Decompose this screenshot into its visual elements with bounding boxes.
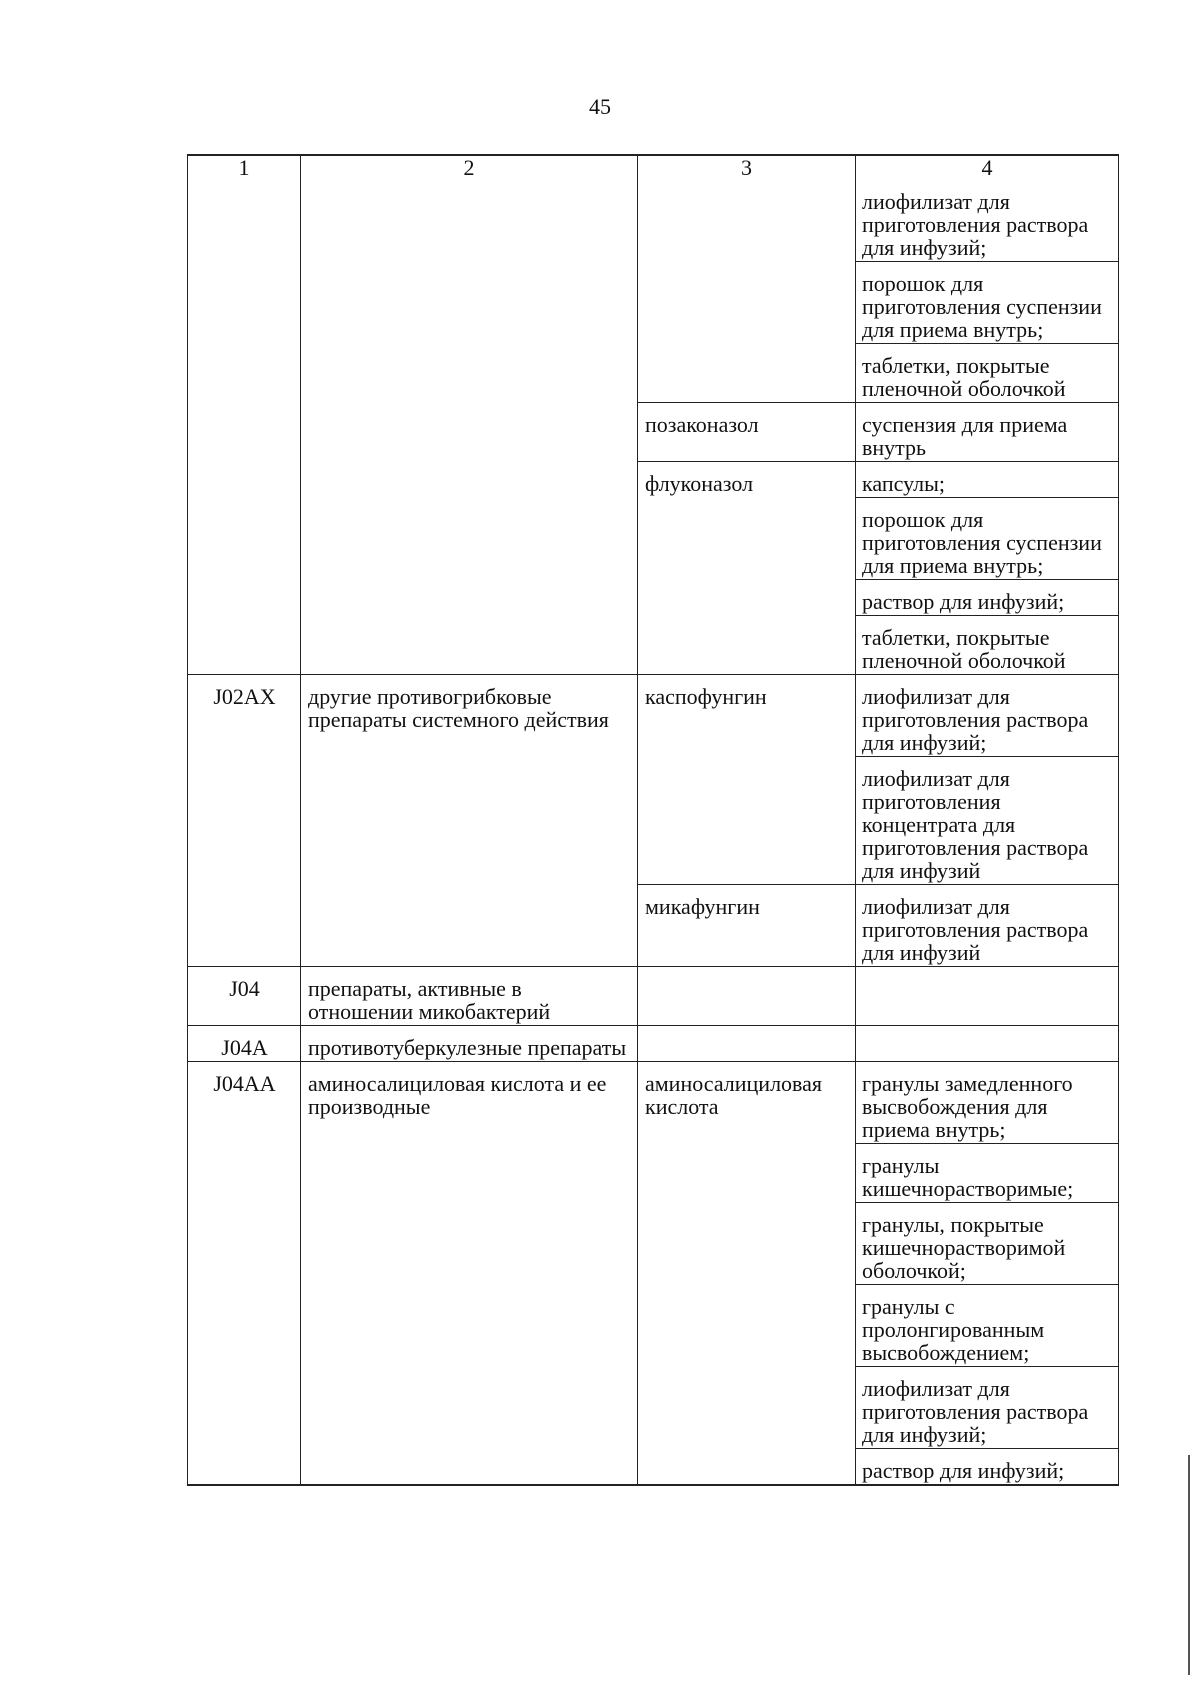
dosage-form-item: таблетки, покрытые пленочной оболочкой bbox=[856, 615, 1118, 674]
drug-name-cell bbox=[637, 1026, 855, 1061]
dosage-form-item bbox=[856, 967, 1118, 979]
drug-name-cell: флуконазол bbox=[637, 461, 855, 674]
dosage-form-item: гранулы кишечнорастворимые; bbox=[856, 1143, 1118, 1202]
atc-group-cell: аминосалициловая кислота и ее производные bbox=[300, 1062, 637, 1484]
table-row bbox=[188, 1061, 1118, 1484]
atc-group-cell bbox=[300, 884, 637, 966]
table-row bbox=[188, 402, 1118, 461]
scan-edge-line bbox=[1188, 1455, 1190, 1675]
table-row bbox=[188, 884, 1118, 966]
drug-name-cell: позаконазол bbox=[637, 402, 855, 461]
dosage-form-item: лиофилизат для приготовления раствора для инфузий; bbox=[856, 1366, 1118, 1448]
drug-table bbox=[187, 154, 1119, 1486]
dosage-forms-cell bbox=[855, 402, 1118, 461]
dosage-forms-cell bbox=[855, 675, 1118, 884]
table-body bbox=[188, 180, 1118, 1484]
atc-code-cell bbox=[188, 461, 300, 674]
dosage-form-item: раствор для инфузий; bbox=[856, 579, 1118, 615]
dosage-form-item: лиофилизат для приготовления раствора для инфузий bbox=[862, 894, 1089, 965]
header-col-4: 4 bbox=[855, 156, 1118, 180]
table-row bbox=[188, 461, 1118, 674]
drug-name-cell: микафунгин bbox=[637, 884, 855, 966]
atc-code-cell bbox=[188, 884, 300, 966]
atc-group-cell: другие противогрибковые препараты системного действия bbox=[300, 675, 637, 884]
header-col-1: 1 bbox=[238, 155, 250, 180]
atc-code-cell: J04A bbox=[221, 1035, 268, 1060]
atc-group-cell: противотуберкулезные препараты bbox=[300, 1026, 637, 1061]
table-header-row bbox=[188, 156, 1118, 180]
drug-name-cell: каспофунгин bbox=[637, 675, 855, 884]
drug-name-cell bbox=[637, 967, 855, 1025]
atc-code-cell bbox=[188, 402, 300, 461]
dosage-forms-cell bbox=[855, 1062, 1118, 1484]
dosage-form-item bbox=[856, 1026, 1118, 1038]
atc-group-cell bbox=[300, 461, 637, 674]
atc-group-cell bbox=[300, 402, 637, 461]
dosage-form-item: порошок для приготовления суспензии для приема внутрь; bbox=[856, 497, 1118, 579]
dosage-form-item: лиофилизат для приготовления концентрата для приготовления раствора для инфузий bbox=[856, 756, 1118, 884]
dosage-form-item: суспензия для приема внутрь bbox=[862, 412, 1068, 460]
dosage-form-item: лиофилизат для приготовления раствора для инфузий; bbox=[862, 684, 1089, 755]
drug-name-cell: аминосалициловая кислота bbox=[637, 1062, 855, 1484]
page-number: 45 bbox=[589, 94, 611, 119]
dosage-form-item: порошок для приготовления суспензии для приема внутрь; bbox=[856, 261, 1118, 343]
table-row bbox=[188, 180, 1118, 402]
atc-code-cell: J04AA bbox=[213, 1071, 276, 1096]
atc-group-cell: препараты, активные в отношении микобактерий bbox=[300, 967, 637, 1025]
dosage-form-item: лиофилизат для приготовления раствора для инфузий; bbox=[862, 189, 1089, 260]
dosage-forms-cell bbox=[855, 967, 1118, 1025]
header-col-3: 3 bbox=[637, 156, 855, 180]
table-row bbox=[188, 674, 1118, 884]
dosage-form-item: гранулы с пролонгированным высвобождением; bbox=[856, 1284, 1118, 1366]
dosage-forms-cell bbox=[855, 461, 1118, 674]
atc-group-cell bbox=[300, 180, 637, 402]
dosage-forms-cell bbox=[855, 180, 1118, 402]
dosage-form-item: капсулы; bbox=[862, 471, 945, 496]
atc-code-cell: J02AX bbox=[213, 684, 276, 709]
atc-code-cell bbox=[188, 180, 300, 402]
table-row bbox=[188, 966, 1118, 1025]
drug-name-cell bbox=[637, 180, 855, 402]
dosage-forms-cell bbox=[855, 1026, 1118, 1061]
dosage-form-item: раствор для инфузий; bbox=[856, 1448, 1118, 1484]
dosage-form-item: таблетки, покрытые пленочной оболочкой bbox=[856, 343, 1118, 402]
dosage-form-item: гранулы, покрытые кишечнорастворимой оболочкой; bbox=[856, 1202, 1118, 1284]
dosage-form-item: гранулы замедленного высвобождения для приема внутрь; bbox=[862, 1071, 1073, 1142]
header-col-2: 2 bbox=[300, 156, 637, 180]
table-row bbox=[188, 1025, 1118, 1061]
dosage-forms-cell bbox=[855, 884, 1118, 966]
atc-code-cell: J04 bbox=[229, 976, 260, 1001]
